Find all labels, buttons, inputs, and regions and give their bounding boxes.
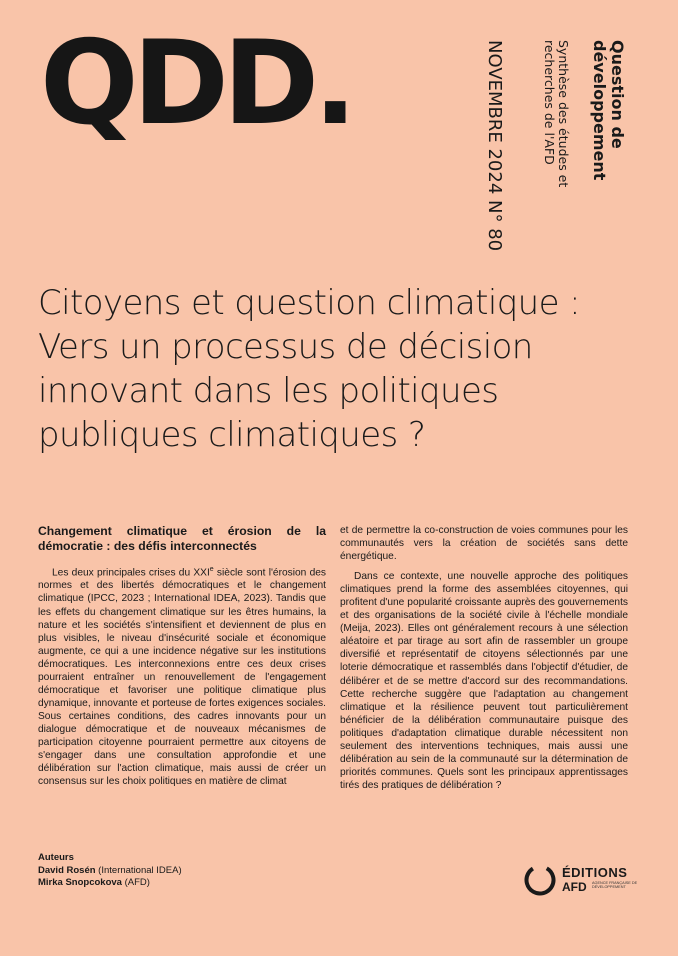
author-name: Mirka Snopcokova xyxy=(38,877,122,888)
author-entry xyxy=(38,877,182,890)
section-heading: Changement climatique et érosion de la démocratie : des défis interconnectés xyxy=(38,524,326,553)
publisher-name: ÉDITIONS xyxy=(562,865,628,880)
authors-label: Auteurs xyxy=(38,852,74,863)
author-affiliation: (AFD) xyxy=(121,877,150,888)
author-entry xyxy=(38,865,182,878)
right-column xyxy=(340,524,628,799)
author-affiliation: (International IDEA) xyxy=(95,864,182,876)
document-title: Citoyens et question climatique : Vers un processus de décision innovant dans les politiques publiques climatiques ? xyxy=(38,283,581,455)
series-name: Question de développement xyxy=(590,40,627,181)
paragraph-start: Les deux principales crises du XXI xyxy=(52,567,210,579)
publisher-logo xyxy=(522,862,652,898)
authors-block xyxy=(38,852,182,890)
issue-date-number: NOVEMBRE 2024 N° 80 xyxy=(484,40,505,252)
intro-paragraph xyxy=(38,563,326,788)
qdd-logo: QDD. xyxy=(40,16,352,151)
publisher-sub: AFD xyxy=(562,880,587,894)
series-description: Synthèse des études et recherches de l'AFD xyxy=(542,40,571,188)
paragraph-rest: siècle sont l'érosion des normes et des libertés démocratiques et le changement climatique (IPCC, 2023 ; International IDEA, 2023). Tandis que les effets du changement climatique sur les êtres humains, la nature et les sociétés s'intensifient et deviennent de plus en plus visibles, le niveau d'insécurité sociale et économique augmente, ce qui a une incidence négative sur les institutions démocratiques. Les interconnexions entre ces deux crises pourraient entraîner un renouvellement de l'engagement démocratique et favoriser une politique climatique plus dynamique, innovante et porteuse de fortes exigences sociales. Sous certaines conditions, des cadres innovants pour un dialogue démocratique et de nouveaux mécanismes de participation citoyenne pourraient permettre aux citoyens de s'engager dans une consultation approfondie et une délibération sur l'action climatique, mais aussi de créer un consensus sur les choix politiques en matière de climat xyxy=(38,567,326,788)
continued-paragraph: et de permettre la co-construction de voies communes pour les communautés vers la création de sociétés sans dette énergétique. xyxy=(340,525,628,563)
century-superscript: e xyxy=(209,566,214,573)
context-paragraph: Dans ce contexte, une nouvelle approche des politiques climatiques prend la forme des assemblées citoyennes, qui profitent d'une popularité croissante auprès des gouvernements et des organisations de la société civile à l'échelle mondiale (Meija, 2023). Elles ont généralement recours à une sélection aléatoire et par tirage au sort afin de rassembler un groupe diversifié et représentatif de citoyens sélectionnés par une loterie démocratique et rassemblés dans l'objectif d'étudier, de délibérer et de se mettre d'accord sur des recommandations. Cette recherche suggère que l'adaptation au changement climatique et la résilience peuvent tout particulièrement bénéficier de la délibération communautaire puisque des politiques d'adaptation climatique durable nécessitent non seulement des interventions techniques, mais aussi une délibération au sein de la communauté sur la détermination de priorités communes. Quels sont les principaux apprentissages tirés des pratiques de délibération ? xyxy=(340,571,628,791)
author-name: David Rosén xyxy=(38,864,96,876)
publisher-fine-print: AGENCE FRANÇAISE DE DÉVELOPPEMENT xyxy=(592,881,638,890)
left-column xyxy=(38,524,326,795)
ring-logo-icon xyxy=(522,862,558,898)
